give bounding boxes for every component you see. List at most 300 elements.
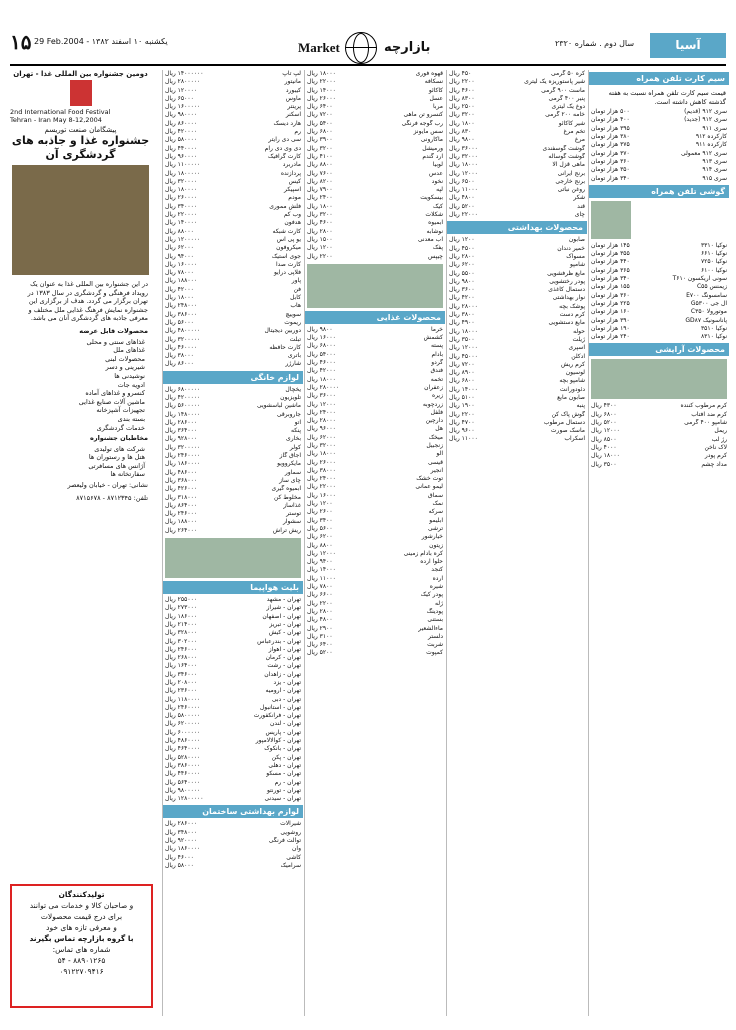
item-name: انجیر	[430, 466, 443, 474]
price-row	[589, 150, 729, 158]
price-row	[447, 245, 587, 253]
price-row	[163, 128, 303, 136]
item-price: ۳۸۰۰ ریال	[449, 311, 475, 319]
item-name: اجاق گاز	[279, 452, 301, 460]
price-row	[163, 452, 303, 460]
item-name: مانیتور	[284, 78, 301, 86]
price-row	[163, 244, 303, 252]
price-row	[163, 518, 303, 526]
item-price: ۲۴۰ هزار تومان	[591, 333, 630, 341]
list-item: غذاهای سنتی و محلی	[86, 337, 145, 346]
item-name: کمپوت	[426, 649, 443, 657]
item-price: ۲۴۰۰۰ ریال	[307, 408, 336, 416]
price-row	[447, 353, 587, 361]
item-price: ۲۸۶۰۰۰ ریال	[165, 820, 198, 828]
price-row	[305, 186, 445, 194]
item-name: قند	[577, 202, 585, 210]
item-price: ۳۲۰۰ ریال	[307, 211, 333, 219]
item-name: سرکه	[428, 508, 443, 516]
item-name: کارکرده ۹۱۱	[695, 141, 727, 149]
ad-line: برای درج قیمت محصولات	[40, 912, 123, 921]
price-row	[305, 583, 445, 591]
price-row	[447, 170, 587, 178]
item-name: فلاپی درایو	[273, 269, 301, 277]
item-price: ۱۸۰۰۰۰ ریال	[165, 186, 198, 194]
item-price: ۴۵۰۰ ریال	[449, 244, 475, 252]
price-row	[447, 278, 587, 286]
price-row	[305, 608, 445, 616]
price-row	[163, 302, 303, 310]
price-row	[589, 258, 729, 266]
item-price: ۹۶۰۰ ریال	[449, 427, 475, 435]
item-price: ۵۶۰۰۰۰۰ ریال	[165, 402, 201, 410]
item-name: آرد گندم	[422, 152, 443, 160]
item-price: ۳۸۰۰۰ ریال	[165, 352, 194, 360]
item-price: ۲۴۶۰۰۰۰ ریال	[165, 452, 201, 460]
item-name: گردو	[431, 359, 443, 367]
item-price: ۳۴۸۰۰۰ ریال	[165, 828, 198, 836]
price-row	[305, 170, 445, 178]
item-price: ۷۲۰۰ ریال	[449, 360, 475, 368]
item-price: ۶۲۰۰۰۰۰ ریال	[165, 720, 201, 728]
price-row	[163, 604, 303, 612]
item-price: ۲۱۴۰۰۰ ریال	[165, 620, 198, 628]
price-row	[163, 427, 303, 435]
price-row	[163, 253, 303, 261]
price-row	[305, 145, 445, 153]
item-price: ۷۹۰۰ ریال	[307, 186, 333, 194]
item-name: نخود	[431, 177, 443, 185]
item-price: ۱۵۰۰ ریال	[307, 235, 333, 243]
item-price: ۳۶۰۰۰ ریال	[449, 144, 478, 152]
price-list	[163, 820, 303, 870]
price-row	[447, 203, 587, 211]
item-price: ۴۱۰۰ ریال	[307, 152, 333, 160]
section-heading: سیم کارت تلفن همراه	[589, 72, 729, 85]
price-row	[447, 153, 587, 161]
item-name: سشوار	[282, 518, 301, 526]
price-row	[447, 236, 587, 244]
item-name: سس مایونز	[413, 128, 443, 136]
item-name: مداد چشم	[701, 460, 727, 468]
item-name: قیسی	[427, 458, 443, 466]
price-row	[163, 737, 303, 745]
price-list	[447, 328, 587, 444]
item-price: ۲۷۳۰۰۰ ریال	[165, 604, 198, 612]
price-row	[447, 103, 587, 111]
item-price: ۴۶۰۰۰ ریال	[165, 853, 194, 861]
price-row	[163, 671, 303, 679]
item-name: باتری	[287, 352, 301, 360]
price-row	[447, 178, 587, 186]
item-name: ورمیشل	[422, 144, 443, 152]
item-price: ۱۶۰ هزار تومان	[591, 308, 630, 316]
item-name: ال جی G۵۳۰۰	[690, 299, 727, 307]
item-name: شامپو	[570, 261, 585, 269]
price-row	[305, 70, 445, 78]
price-row	[163, 469, 303, 477]
item-name: خیارشور	[421, 533, 443, 541]
item-name: کارت شبکه	[272, 227, 301, 235]
item-name: کارت حافظه	[269, 343, 301, 351]
item-name: آبلیمو	[429, 516, 443, 524]
item-name: شیر کاکائو	[558, 119, 585, 127]
item-price: ۳۵۰ هزار تومان	[591, 166, 630, 174]
price-row	[305, 434, 445, 442]
item-price: ۱۸۰۰۰ ریال	[307, 450, 336, 458]
item-name: تهران - ارومیه	[265, 687, 301, 695]
item-name: یخچال	[285, 385, 301, 393]
item-name: پنکه	[290, 427, 301, 435]
item-price: ۹۸۰۰۰۰ ریال	[165, 111, 198, 119]
price-row	[305, 450, 445, 458]
price-row	[305, 253, 445, 261]
price-row	[163, 477, 303, 485]
price-row	[305, 219, 445, 227]
price-row	[305, 236, 445, 244]
price-row	[305, 128, 445, 136]
item-price: ۴۸۶۰۰۰۰ ریال	[165, 737, 201, 745]
column-3	[304, 70, 445, 1016]
item-name: شیره	[429, 583, 443, 591]
price-row	[163, 696, 303, 704]
item-price: ۱۴۸۰۰۰۰ ریال	[165, 410, 201, 418]
list-item: شیرینی و دسر	[105, 363, 145, 372]
price-row	[305, 359, 445, 367]
item-price: ۱۲۰۰۰ ریال	[307, 400, 336, 408]
price-row	[447, 136, 587, 144]
item-name: پرینتر	[287, 103, 301, 111]
item-price: ۴۸۰۰۰۰۰ ریال	[165, 327, 201, 335]
item-name: کاشی	[286, 853, 301, 861]
item-name: تهران - دبی	[271, 695, 301, 703]
item-price: ۱۸۸۰۰۰ ریال	[165, 277, 198, 285]
item-name: مرغ	[574, 136, 585, 144]
item-name: دئودورانت	[559, 385, 585, 393]
price-list	[163, 596, 303, 803]
price-row	[447, 120, 587, 128]
item-name: دستمال مرطوب	[543, 418, 585, 426]
item-price: ۳۲۰۰۰ ریال	[307, 441, 336, 449]
item-price: ۹۲۰۰۰۰ ریال	[165, 837, 198, 845]
price-list	[447, 236, 587, 327]
item-name: زعفران	[424, 383, 443, 391]
item-name: زیره	[431, 392, 443, 400]
item-name: سری ۹۱۲ معمولی	[680, 149, 727, 157]
price-row	[163, 638, 303, 646]
item-price: ۲۹۰۰ ریال	[307, 624, 333, 632]
item-price: ۷۸۰۰۰ ریال	[165, 269, 194, 277]
item-name: روغن نباتی	[557, 186, 585, 194]
price-row	[589, 402, 729, 410]
item-price: ۵۱۰۰ ریال	[449, 393, 475, 401]
item-price: ۱۴۰۰۰ ریال	[307, 566, 336, 574]
item-name: تلویزیون	[280, 393, 301, 401]
item-name: حوله	[573, 327, 585, 335]
item-name: عسل	[429, 94, 443, 102]
item-name: زیتون	[429, 541, 443, 549]
price-row	[163, 352, 303, 360]
price-row	[589, 166, 729, 174]
column-4	[162, 70, 303, 1016]
price-list	[305, 326, 445, 658]
item-price: ۲۴۶۰۰۰ ریال	[165, 510, 198, 518]
item-price: ۸۶۴۰۰۰ ریال	[165, 501, 198, 509]
price-row	[163, 527, 303, 535]
price-row	[163, 704, 303, 712]
item-price: ۱۲۰۰۰ ریال	[449, 344, 478, 352]
price-row	[163, 294, 303, 302]
column-2	[446, 70, 587, 1016]
item-price: ۴۶۰۰۰ ریال	[307, 359, 336, 367]
item-price: ۳۰۲۰۰۰ ریال	[165, 637, 198, 645]
item-name: خمیر دندان	[557, 244, 585, 252]
price-row	[305, 558, 445, 566]
price-row	[305, 326, 445, 334]
price-row	[163, 170, 303, 178]
item-price: ۱۸۰۰۰ ریال	[591, 452, 620, 460]
price-row	[163, 646, 303, 654]
price-row	[163, 687, 303, 695]
list-item: هتل ها و رستوران ها	[88, 453, 145, 462]
item-name: میخک	[428, 433, 443, 441]
item-name: تهران - تورنتو	[266, 786, 301, 794]
price-row	[589, 411, 729, 419]
list-item: خدمات گردشگری	[96, 423, 145, 432]
item-name: تهران - سیدنی	[264, 795, 301, 803]
item-name: بخاری	[286, 435, 301, 443]
item-price: ۱۶۴۰۰۰ ریال	[165, 662, 198, 670]
item-price: ۸۸۰۰ ریال	[307, 541, 333, 549]
item-price: ۱۴۵ هزار تومان	[591, 241, 630, 249]
item-price: ۲۳۶۰۰۰ ریال	[165, 687, 198, 695]
price-row	[589, 300, 729, 308]
item-price: ۱۲۰۰۰ ریال	[449, 169, 478, 177]
price-list	[163, 70, 303, 369]
item-name: میکروفون	[276, 244, 301, 252]
price-row	[163, 720, 303, 728]
item-price: ۱۶۰۰۰ ریال	[307, 334, 336, 342]
item-name: مودم	[288, 194, 301, 202]
price-row	[163, 629, 303, 637]
price-row	[163, 679, 303, 687]
item-name: زردچوبه	[422, 400, 443, 408]
price-row	[163, 402, 303, 410]
item-price: ۱۶۰۰۰۰۰ ریال	[165, 103, 201, 111]
item-name: توستر	[286, 510, 301, 518]
item-price: ۱۱۰۰۰ ریال	[449, 186, 478, 194]
list-item: ماشین آلات صنایع غذایی	[78, 397, 145, 406]
price-row	[305, 508, 445, 516]
price-row	[589, 158, 729, 166]
price-row	[447, 87, 587, 95]
item-name: هاب	[290, 302, 301, 310]
item-price: ۱۸۸۰۰۰ ریال	[165, 518, 198, 526]
item-price: ۹۸۰۰ ریال	[449, 136, 475, 144]
item-name: سری ۹۱۵	[702, 174, 727, 182]
item-price: ۳۵۵ هزار تومان	[591, 250, 630, 258]
item-price: ۹۴۰۰۰ ریال	[165, 252, 194, 260]
item-price: ۲۲۰۰۰۰ ریال	[165, 211, 198, 219]
item-name: سری ۹۱۳	[702, 157, 727, 165]
item-name: ادکلن	[571, 352, 585, 360]
item-price: ۱۸۶۰۰۰۰ ریال	[165, 845, 201, 853]
product-list	[10, 338, 151, 433]
item-name: تخم مرغ	[563, 128, 585, 136]
price-row	[447, 253, 587, 261]
price-list	[589, 242, 729, 342]
list-item: محصولات لبنی	[105, 354, 145, 363]
item-price: ۵۶۴۰۰۰۰ ریال	[165, 778, 201, 786]
price-row	[163, 829, 303, 837]
price-row	[589, 325, 729, 333]
contact-phones: تلفن: ۸۷۱۲۳۴۵ - ۸۷۱۵۶۷۸	[76, 493, 148, 502]
item-name: تهران - کیش	[268, 629, 301, 637]
price-row	[163, 236, 303, 244]
price-row	[305, 625, 445, 633]
item-price: ۶۲۰۰۰ ریال	[165, 244, 194, 252]
item-price: ۳۸۶۰۰۰۰ ریال	[165, 761, 201, 769]
item-price: ۲۵۵۰۰۰ ریال	[165, 596, 198, 604]
item-name: توت خشک	[416, 475, 443, 483]
item-price: ۲۶۰۰ ریال	[307, 508, 333, 516]
item-name: مایع دستشویی	[548, 319, 585, 327]
item-price: ۶۶۰۰ ریال	[307, 591, 333, 599]
item-name: تهران - تبریز	[269, 620, 301, 628]
price-row	[163, 754, 303, 762]
price-row	[447, 402, 587, 410]
item-name: صابون مایع	[557, 393, 585, 401]
item-name: دستمال کاغذی	[548, 286, 585, 294]
contact-address: نشانی: تهران - خیابان ولیعصر	[67, 481, 148, 490]
item-price: ۱۱۸۰۰۰۰ ریال	[165, 695, 201, 703]
item-price: ۴۴۰۰۰۰ ریال	[165, 144, 198, 152]
item-name: نوکیا ۶۶۱۰	[700, 250, 727, 258]
item-price: ۵۸۰۰۰ ریال	[165, 861, 194, 869]
price-row	[447, 369, 587, 377]
globe-icon	[345, 32, 377, 64]
item-name: نوکیا ۳۳۱۰	[700, 241, 727, 249]
item-price: ۲۴۰۰۰ ریال	[307, 475, 336, 483]
price-row	[589, 250, 729, 258]
price-row	[305, 641, 445, 649]
item-price: ۱۲۰۰ ریال	[449, 236, 475, 244]
price-row	[163, 787, 303, 795]
item-price: ۴۸۶۰۰۰ ریال	[165, 468, 198, 476]
item-price: ۲۸۶۰۰۰ ریال	[165, 418, 198, 426]
list-item: آژانس های مسافرتی	[88, 461, 145, 470]
item-price: ۱۸۶۰۰۰ ریال	[165, 612, 198, 620]
item-name: سوییچ	[285, 310, 301, 318]
price-row	[589, 452, 729, 460]
price-row	[305, 542, 445, 550]
item-name: صابون	[568, 236, 585, 244]
list-item: کنسرو و غذاهای آماده	[85, 389, 145, 398]
price-row	[589, 267, 729, 275]
price-row	[163, 186, 303, 194]
item-price: ۲۸۰۰۰۰ ریال	[307, 383, 340, 391]
item-price: ۳۶۰ هزار تومان	[591, 291, 630, 299]
price-row	[447, 261, 587, 269]
price-row	[163, 228, 303, 236]
issue-number: سال دوم . شماره ۲۳۲۰	[555, 39, 635, 48]
item-price: ۳۶۵ هزار تومان	[591, 266, 630, 274]
item-price: ۳۹۵ هزار تومان	[591, 124, 630, 132]
item-price: ۱۸۰۰۰ ریال	[449, 161, 478, 169]
ad-phone: ۸۸۹۰۱۲۶۵ - ۵۴	[57, 956, 106, 965]
item-name: رژ لب	[711, 435, 727, 443]
item-name: تهران - کرمان	[265, 654, 301, 662]
price-row	[589, 275, 729, 283]
price-row	[305, 120, 445, 128]
item-name: پاناسونیک GD۸۷	[685, 316, 727, 324]
item-price: ۶۰۰۰۰۰۰ ریال	[165, 728, 201, 736]
item-name: کنجد	[431, 566, 443, 574]
price-row	[589, 141, 729, 149]
item-name: کره بادام زمینی	[403, 549, 443, 557]
price-row	[163, 360, 303, 368]
item-price: ۹۲۸۰۰۰ ریال	[165, 435, 198, 443]
price-row	[447, 328, 587, 336]
item-name: چای	[574, 211, 585, 219]
item-price: ۲۴۸۰۰۰ ریال	[165, 302, 198, 310]
ad-line: با گروه بازارچه تماس بگیرند	[29, 934, 134, 943]
item-name: غذاساز	[283, 501, 301, 509]
item-price: ۱۸۰۰۰ ریال	[449, 327, 478, 335]
item-name: نسکافه	[424, 78, 443, 86]
item-name: پنیر ۴۰۰ گرمی	[548, 94, 585, 102]
price-row	[447, 128, 587, 136]
price-row	[305, 525, 445, 533]
item-price: ۳۷۵ هزار تومان	[591, 141, 630, 149]
item-price: ۲۶۰۰۰۰ ریال	[165, 194, 198, 202]
item-price: ۲۸۰۰ ریال	[307, 227, 333, 235]
price-row	[163, 494, 303, 502]
item-price: ۱۴۰۰۰ ریال	[449, 385, 478, 393]
price-row	[305, 194, 445, 202]
price-row	[305, 376, 445, 384]
section-heading: محصولات آرایشی	[589, 343, 729, 356]
item-price: ۵۲۰۰ ریال	[307, 649, 333, 657]
item-price: ۲۶۰۰۰ ریال	[307, 94, 336, 102]
item-name: پردازنده	[280, 169, 301, 177]
header-rule	[10, 64, 726, 66]
item-price: ۵۴۰۰ ریال	[307, 119, 333, 127]
ad-line: و معرفی تازه های خود	[46, 923, 117, 932]
price-row	[305, 409, 445, 417]
item-price: ۶۵۰۰ ریال	[449, 177, 475, 185]
item-name: شیرآلات	[280, 820, 301, 828]
item-name: اتو	[294, 418, 301, 426]
price-row	[447, 70, 587, 78]
item-price: ۱۱۰۰۰ ریال	[449, 435, 478, 443]
price-row	[163, 78, 303, 86]
item-name: تهران - بانکوک	[264, 745, 301, 753]
item-price: ۴۷۰۰ ریال	[449, 418, 475, 426]
price-row	[447, 427, 587, 435]
price-row	[305, 575, 445, 583]
price-row	[163, 286, 303, 294]
item-name: حلوا ارده	[420, 558, 443, 566]
price-row	[163, 178, 303, 186]
item-price: ۴۵۰ ریال	[449, 70, 472, 77]
price-row	[447, 386, 587, 394]
price-row	[589, 283, 729, 291]
festival-body: در این جشنواره بین المللی غذا به عنوان یک رویداد فرهنگی و گردشگری در سال ۱۳۸۳ در تهران برگزار می گردد. هدف از برگزاری این جشنواره نمایش فرهنگ غذایی ملل مختلف و معرفی جاذبه های گردشگری آنان می باشد.	[27, 280, 148, 323]
item-name: گوشت گوسفندی	[542, 144, 585, 152]
item-price: ۱۲۰۰۰ ریال	[307, 549, 336, 557]
price-row	[163, 435, 303, 443]
